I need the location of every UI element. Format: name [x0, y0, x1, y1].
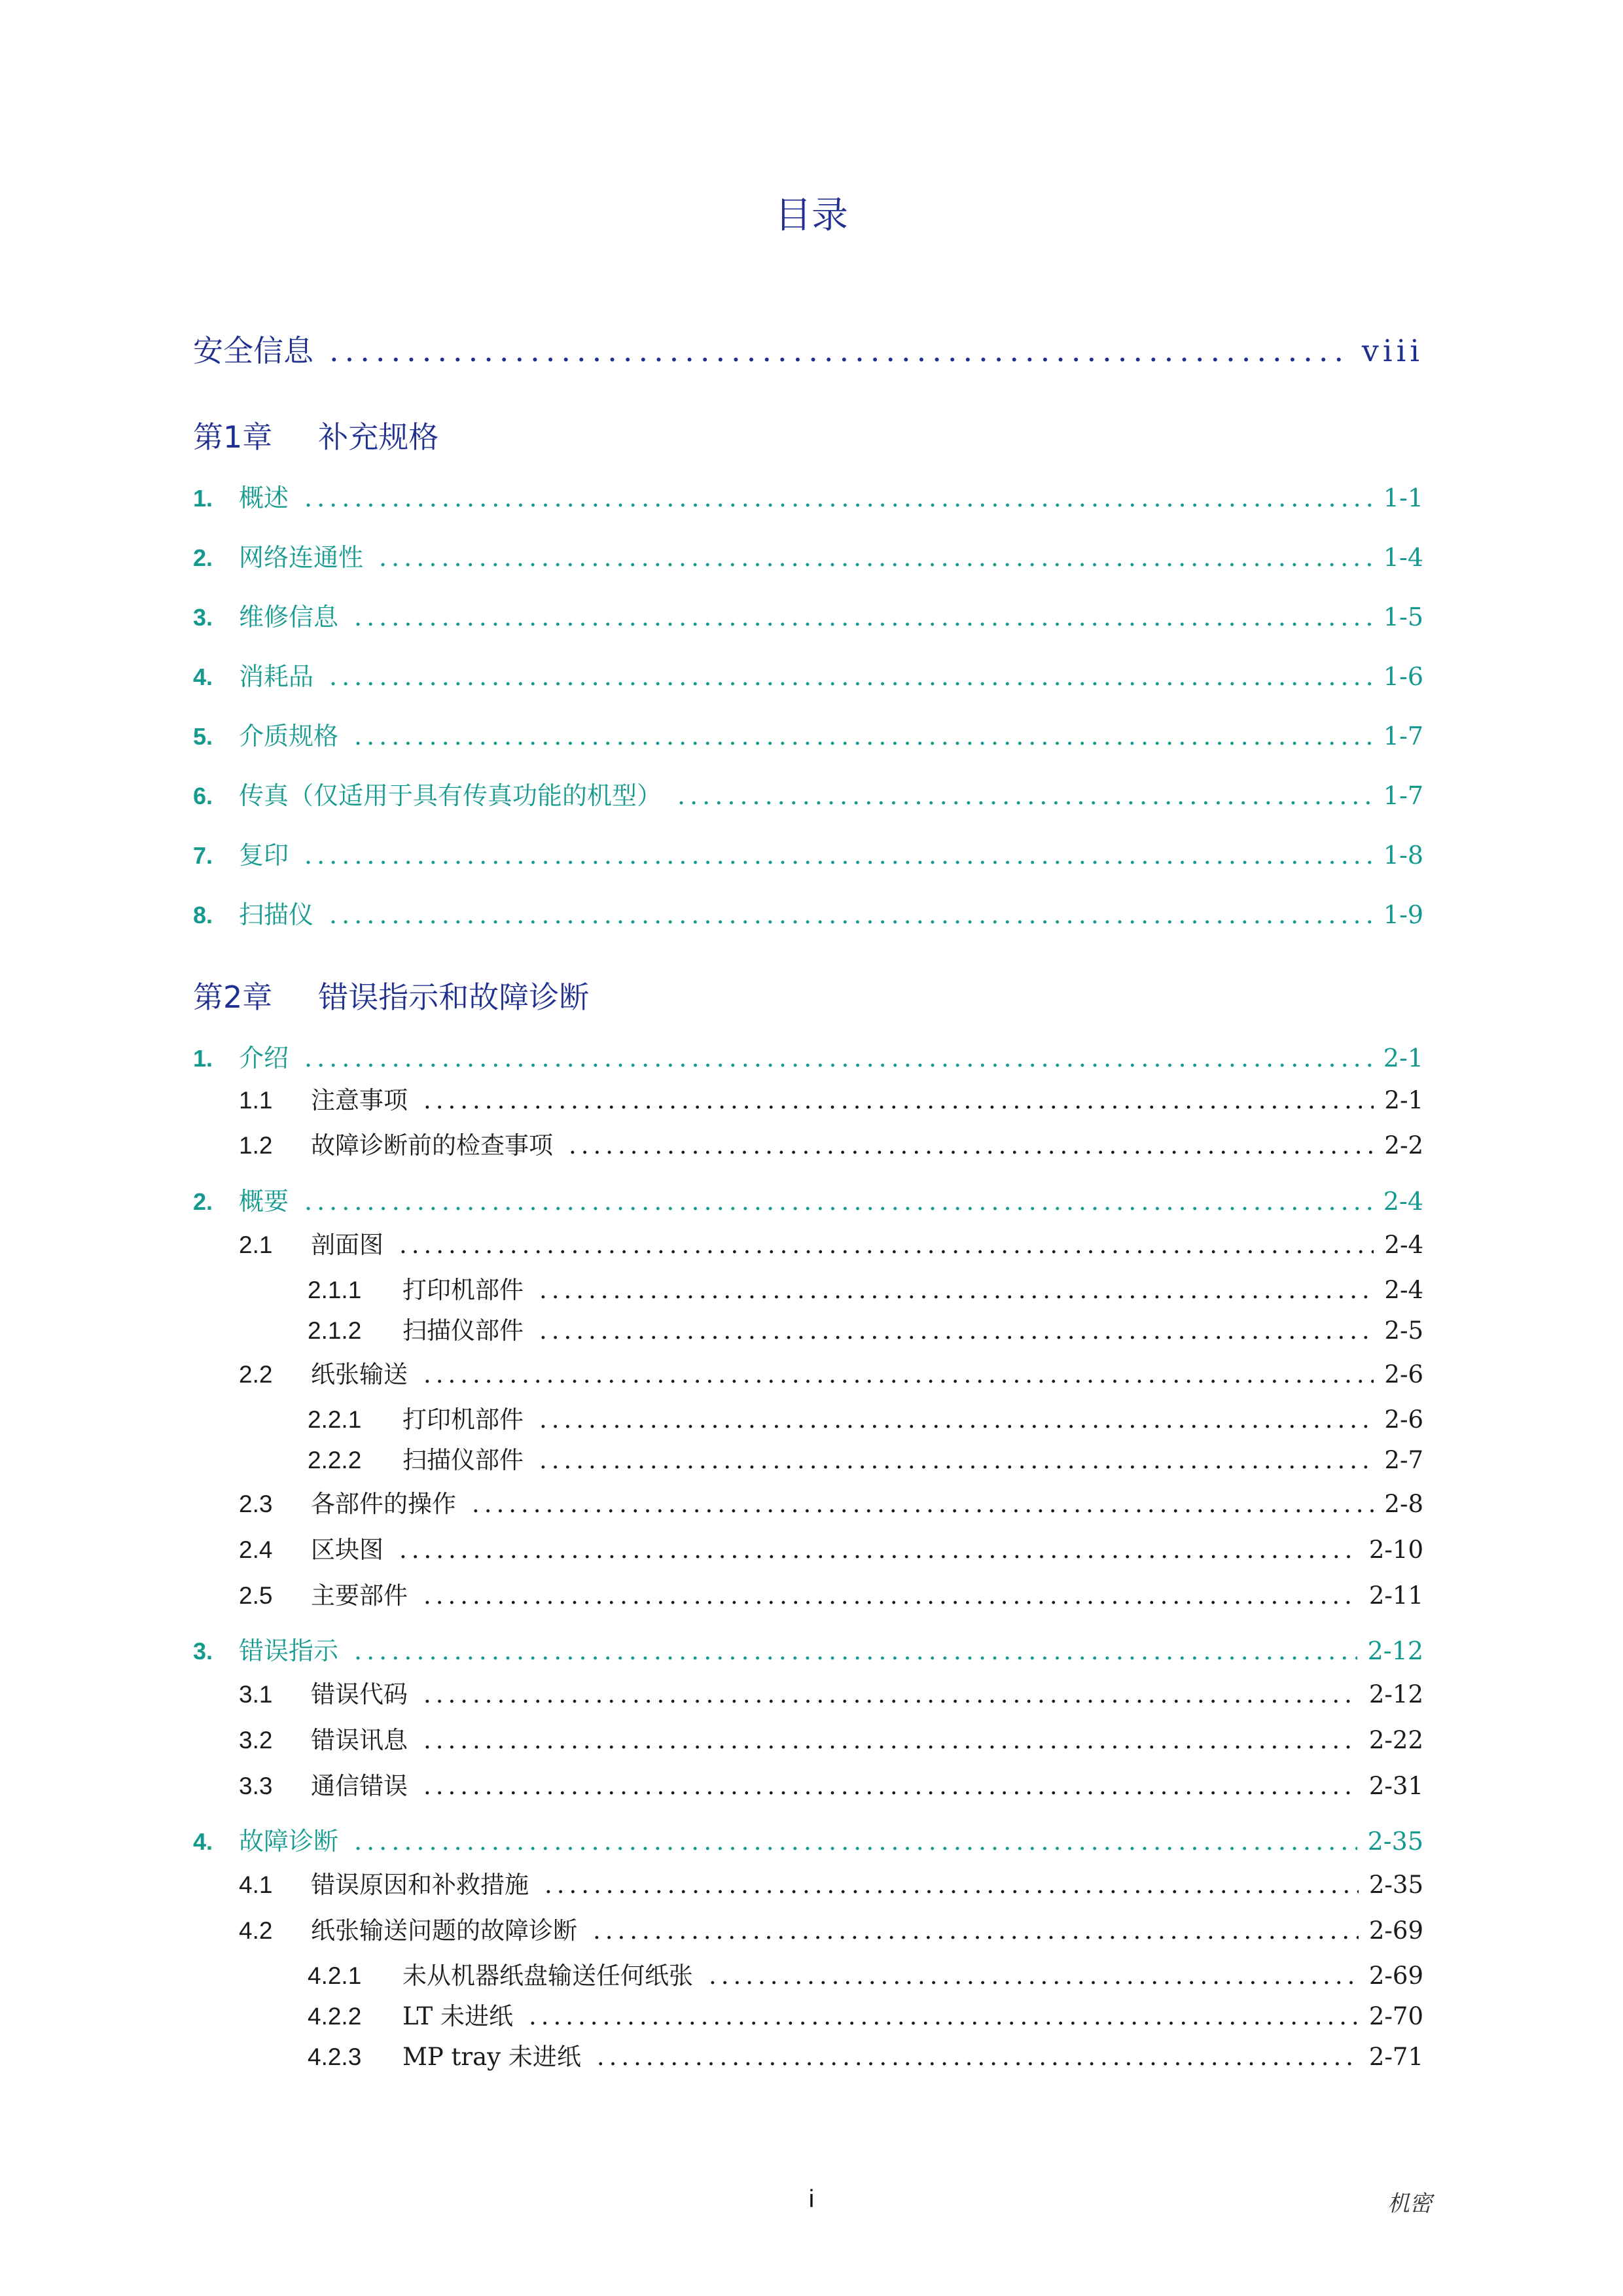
chapter-heading-2 [193, 974, 589, 1017]
toc-entry[interactable] [193, 1530, 1423, 1565]
chapter-heading-1 [193, 414, 438, 457]
toc-entry-page: 2-69 [1368, 1962, 1423, 1990]
toc-entry-page: 2-5 [1384, 1316, 1423, 1345]
toc-entry[interactable] [193, 1354, 1423, 1390]
toc-entry-number: 2.1.1 [308, 1277, 362, 1303]
toc-entry[interactable] [193, 1440, 1423, 1475]
toc-entry[interactable] [193, 716, 1423, 752]
toc-entry-label: 复印 [239, 841, 289, 870]
toc-entry-page: 2-4 [1384, 1276, 1423, 1304]
toc-entry[interactable] [193, 1484, 1423, 1519]
chapter-number: 第2章 [193, 980, 273, 1015]
leader-dots [677, 781, 1373, 810]
leader-dots [354, 1636, 1357, 1665]
toc-entry-label: 扫描仪 [239, 900, 314, 929]
leader-dots [329, 662, 1373, 691]
toc-entry-number: 3. [193, 1638, 213, 1665]
toc-entry-label: 注意事项 [311, 1086, 408, 1114]
toc-entry-label: 纸张输送问题的故障诊断 [311, 1916, 577, 1945]
toc-entry[interactable] [193, 1674, 1423, 1710]
toc-entry-number: 5. [193, 723, 213, 750]
toc-entry-number: 1. [193, 1045, 213, 1072]
toc-entry[interactable] [193, 478, 1423, 514]
toc-entry-number: 4. [193, 1828, 213, 1855]
toc-entry[interactable] [193, 1720, 1423, 1756]
toc-entry-number: 4.2.3 [308, 2043, 362, 2070]
leader-dots [423, 1086, 1374, 1114]
toc-entry-number: 2.1 [239, 1231, 273, 1258]
toc-entry-page: 2-2 [1384, 1131, 1423, 1159]
toc-entry[interactable] [193, 1631, 1423, 1667]
toc-entry-label: 错误代码 [311, 1680, 408, 1708]
leader-dots [304, 1187, 1373, 1216]
page-title: 目录 [775, 194, 848, 237]
chapter-number: 第1章 [193, 419, 273, 455]
leader-dots [399, 1536, 1359, 1564]
toc-entry[interactable] [193, 1956, 1423, 1991]
toc-entry-page: viii [1361, 333, 1423, 368]
toc-entry-label: 打印机部件 [402, 1276, 524, 1304]
toc-entry[interactable] [193, 1576, 1423, 1611]
leader-dots [593, 1916, 1359, 1945]
toc-entry-number: 1.2 [239, 1132, 273, 1159]
toc-entry-safety[interactable] [193, 327, 1423, 370]
toc-entry-page: 1-6 [1383, 662, 1423, 691]
toc-entry-page: 2-6 [1384, 1360, 1423, 1388]
toc-entry-label: 错误讯息 [311, 1726, 408, 1754]
toc-entry-page: 2-4 [1384, 1231, 1423, 1259]
toc-entry[interactable] [193, 894, 1423, 930]
toc-entry-number: 4.2.1 [308, 1962, 362, 1989]
toc-entry-number: 3.1 [239, 1681, 273, 1708]
toc-entry-page: 1-7 [1383, 781, 1423, 810]
toc-entry[interactable] [193, 1996, 1423, 2032]
leader-dots [539, 1446, 1374, 1474]
toc-entry-page: 2-12 [1368, 1680, 1423, 1708]
toc-entry-label: 区块图 [311, 1536, 383, 1564]
toc-entry-number: 4.2.2 [308, 2003, 362, 2030]
toc-entry-number: 2.2.1 [308, 1406, 362, 1433]
toc-entry-label: 各部件的操作 [311, 1490, 456, 1518]
toc-entry-number: 2. [193, 544, 213, 571]
toc-entry-label: 未从机器纸盘输送任何纸张 [402, 1962, 693, 1990]
toc-entry-number: 3.2 [239, 1727, 273, 1754]
toc-entry-page: 1-8 [1383, 841, 1423, 870]
leader-dots [709, 1962, 1359, 1990]
leader-dots [539, 1405, 1374, 1434]
toc-entry-label: 安全信息 [193, 333, 313, 368]
leader-dots [472, 1490, 1374, 1518]
toc-entry-label: 消耗品 [239, 662, 314, 691]
toc-entry-label: 纸张输送 [311, 1360, 408, 1388]
leader-dots [329, 333, 1351, 368]
toc-entry-page: 1-4 [1383, 543, 1423, 572]
toc-entry-page: 2-35 [1367, 1827, 1423, 1856]
toc-entry-label: 介绍 [239, 1044, 289, 1072]
confidential-mark: 机密 [1387, 2191, 1432, 2217]
leader-dots [539, 1316, 1374, 1345]
toc-entry-page: 1-7 [1383, 722, 1423, 751]
leader-dots [379, 543, 1373, 572]
toc-entry-page: 1-1 [1383, 484, 1423, 512]
toc-entry[interactable] [193, 835, 1423, 871]
toc-entry-label: 维修信息 [239, 603, 339, 631]
toc-entry[interactable] [193, 597, 1423, 633]
toc-entry[interactable] [193, 1080, 1423, 1116]
toc-entry[interactable] [193, 1400, 1423, 1435]
toc-entry-number: 2.4 [239, 1536, 273, 1563]
leader-dots [597, 2043, 1359, 2071]
toc-entry-number: 7. [193, 842, 213, 869]
toc-entry-number: 2. [193, 1188, 213, 1215]
toc-entry-number: 2.3 [239, 1491, 273, 1517]
toc-entry[interactable] [193, 1865, 1423, 1900]
toc-entry-label: 概述 [239, 484, 289, 512]
toc-entry-number: 4.1 [239, 1871, 273, 1898]
leader-dots [423, 1680, 1359, 1708]
toc-entry-label: 介质规格 [239, 722, 339, 751]
leader-dots [399, 1231, 1374, 1259]
toc-entry-label: LT 未进纸 [402, 2002, 513, 2030]
leader-dots [354, 722, 1373, 751]
leader-dots [304, 1044, 1373, 1072]
toc-entry-label: 主要部件 [311, 1581, 408, 1610]
chapter-title: 补充规格 [318, 419, 439, 455]
leader-dots [423, 1360, 1374, 1388]
toc-entry-page: 1-5 [1383, 603, 1423, 631]
toc-entry-label: 扫描仪部件 [402, 1316, 524, 1345]
toc-entry[interactable] [193, 1911, 1423, 1946]
toc-entry-label: 通信错误 [311, 1772, 408, 1800]
toc-entry-page: 2-35 [1368, 1871, 1423, 1899]
leader-dots [354, 1827, 1357, 1856]
toc-entry-label: 错误原因和补救措施 [311, 1871, 529, 1899]
toc-entry-number: 2.2 [239, 1361, 273, 1388]
toc-entry-page: 2-4 [1383, 1187, 1423, 1216]
toc-entry-page: 2-11 [1368, 1581, 1423, 1610]
toc-entry-page: 2-7 [1384, 1446, 1423, 1474]
toc-entry-number: 6. [193, 783, 213, 809]
leader-dots [544, 1871, 1359, 1899]
toc-entry-number: 3.3 [239, 1773, 273, 1799]
toc-entry[interactable] [193, 1125, 1423, 1161]
toc-entry[interactable] [193, 1270, 1423, 1305]
toc-entry-page: 1-9 [1383, 900, 1423, 929]
toc-entry-number: 4. [193, 663, 213, 690]
toc-entry-number: 2.2.2 [308, 1447, 362, 1474]
toc-entry-page: 2-31 [1368, 1772, 1423, 1800]
toc-entry-label: 剖面图 [311, 1231, 383, 1259]
toc-entry-number: 3. [193, 604, 213, 631]
toc-entry-label: 扫描仪部件 [402, 1446, 524, 1474]
toc-entry-label: 概要 [239, 1187, 289, 1216]
leader-dots [329, 900, 1373, 929]
chapter-title: 错误指示和故障诊断 [318, 980, 590, 1015]
toc-entry-number: 8. [193, 902, 213, 928]
toc-entry-label: 打印机部件 [402, 1405, 524, 1434]
toc-entry-page: 2-6 [1384, 1405, 1423, 1434]
leader-dots [569, 1131, 1374, 1159]
toc-entry-page: 2-22 [1368, 1726, 1423, 1754]
toc-entry[interactable] [193, 1766, 1423, 1801]
toc-entry[interactable] [193, 1181, 1423, 1217]
toc-entry-label: 故障诊断前的检查事项 [311, 1131, 553, 1159]
toc-entry-label: MP tray 未进纸 [402, 2043, 581, 2071]
toc-entry-page: 2-8 [1384, 1490, 1423, 1518]
page-number: i [808, 2185, 815, 2213]
toc-entry-number: 4.2 [239, 1917, 273, 1944]
toc-entry[interactable] [193, 537, 1423, 573]
toc-entry-label: 错误指示 [239, 1636, 339, 1665]
toc-entry-page: 2-1 [1384, 1086, 1423, 1114]
leader-dots [423, 1772, 1359, 1800]
toc-entry[interactable] [193, 1821, 1423, 1857]
toc-entry-label: 故障诊断 [239, 1827, 339, 1856]
toc-entry[interactable] [193, 1311, 1423, 1346]
toc-entry[interactable] [193, 1225, 1423, 1260]
toc-entry[interactable] [193, 2037, 1423, 2072]
leader-dots [529, 2002, 1359, 2030]
toc-entry-page: 2-10 [1368, 1536, 1423, 1564]
toc-entry[interactable] [193, 775, 1423, 811]
leader-dots [539, 1276, 1374, 1304]
toc-entry-page: 2-12 [1367, 1636, 1423, 1665]
leader-dots [304, 484, 1373, 512]
toc-entry-page: 2-71 [1368, 2043, 1423, 2071]
leader-dots [354, 603, 1373, 631]
toc-entry-page: 2-70 [1368, 2002, 1423, 2030]
toc-entry[interactable] [193, 656, 1423, 692]
toc-entry-number: 2.1.2 [308, 1317, 362, 1344]
toc-entry-number: 1.1 [239, 1087, 273, 1114]
toc-entry-number: 2.5 [239, 1582, 273, 1609]
toc-entry-label: 传真（仅适用于具有传真功能的机型） [239, 781, 662, 810]
leader-dots [423, 1726, 1359, 1754]
leader-dots [423, 1581, 1359, 1610]
toc-entry-number: 1. [193, 485, 213, 512]
toc-entry[interactable] [193, 1038, 1423, 1074]
leader-dots [304, 841, 1373, 870]
toc-entry-label: 网络连通性 [239, 543, 364, 572]
toc-entry-page: 2-1 [1383, 1044, 1423, 1072]
toc-entry-page: 2-69 [1368, 1916, 1423, 1945]
